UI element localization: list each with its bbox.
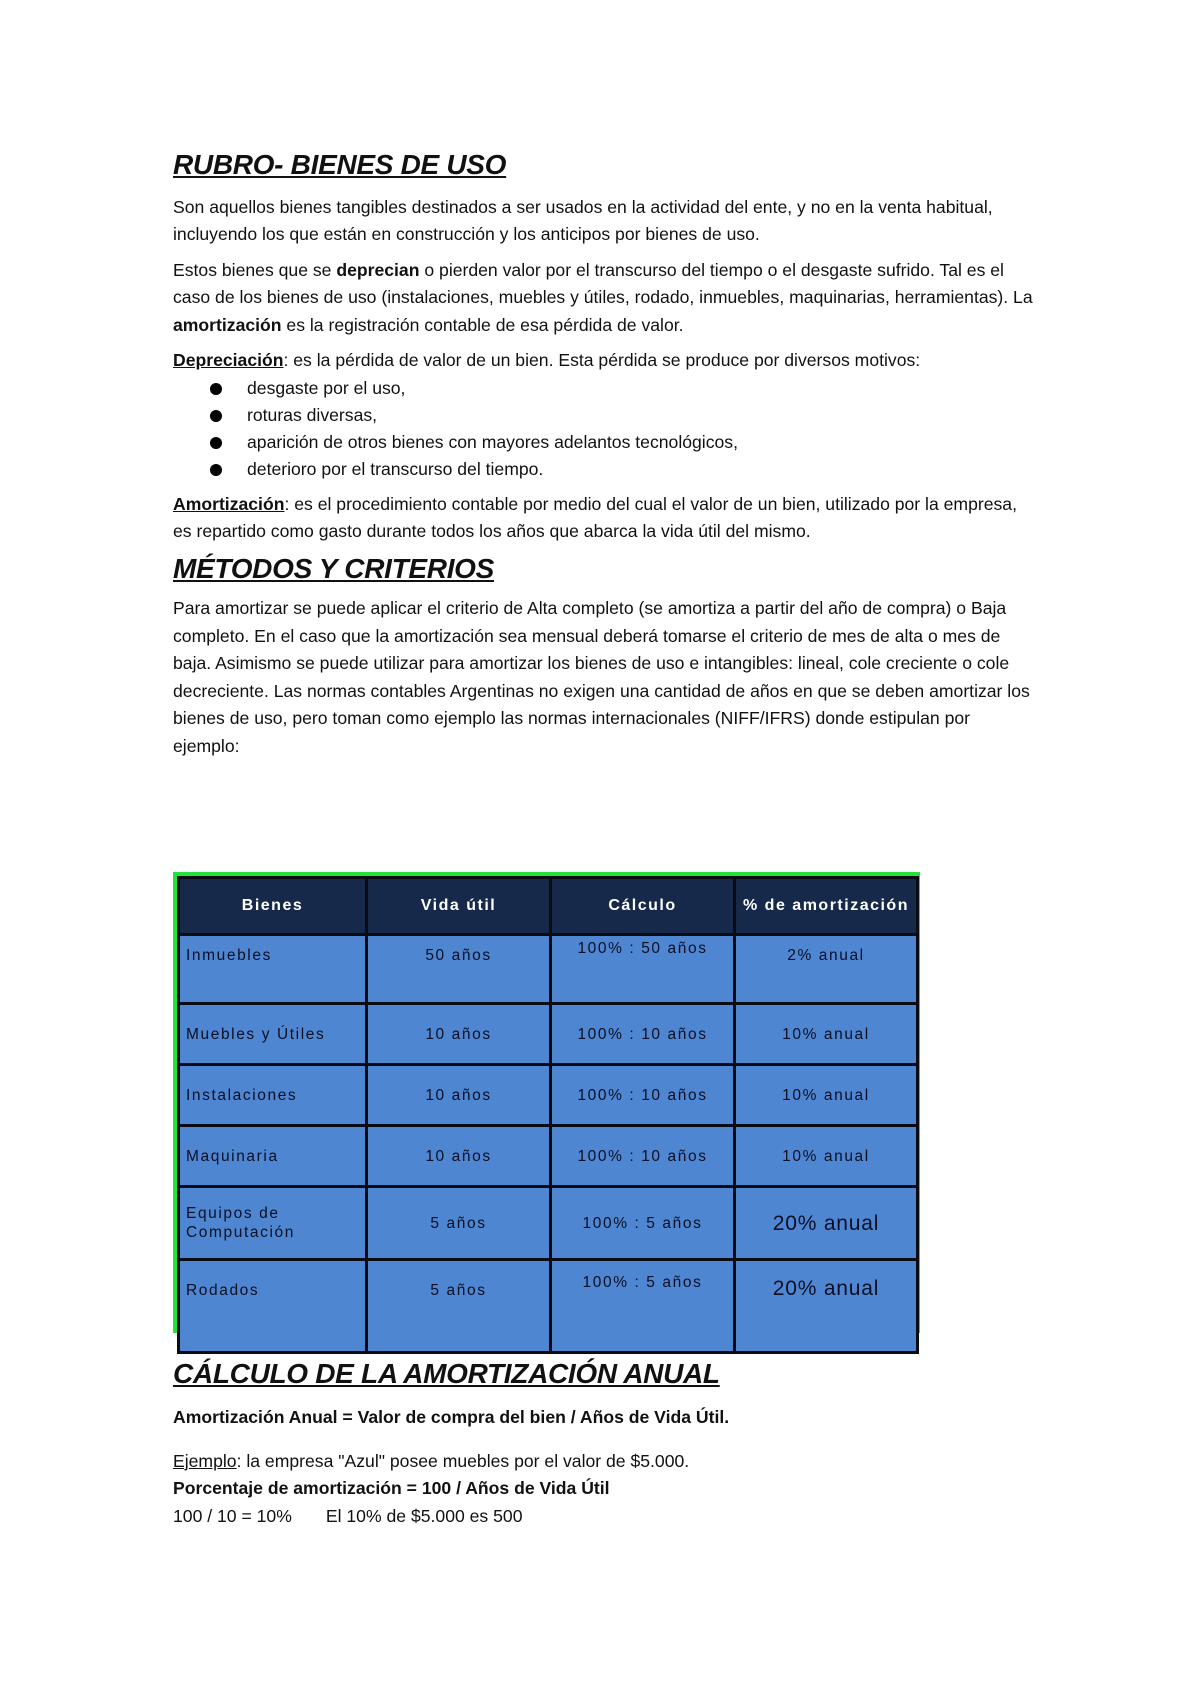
table-cell: 50 años <box>367 935 551 1004</box>
resultado-line <box>173 1503 1033 1531</box>
table-cell: 100% : 50 años <box>551 935 735 1004</box>
calculo-section <box>173 1404 1033 1530</box>
para2-text-c: o pierden valor por el transcurso del tiempo o el desgaste sufrido. Tal es el caso de los bienes de uso (instalaciones, muebles y útiles, rodado, inmuebles, maquinarias, herramientas). La <box>173 259 1033 308</box>
list-item <box>210 375 1033 402</box>
table-header-row <box>179 878 918 935</box>
porcentaje-text: Porcentaje de amortización = 100 / Años de Vida Útil <box>173 1478 610 1498</box>
table-row <box>179 1187 918 1260</box>
table-cell: 5 años <box>367 1187 551 1260</box>
list-item-text: aparición de otros bienes con mayores adelantos tecnológicos, <box>247 431 738 452</box>
depreciacion-term: Depreciación <box>173 350 284 371</box>
table-cell: 100% : 5 años <box>551 1260 735 1353</box>
table-cell: Equipos de Computación <box>179 1187 367 1260</box>
resultado-b: El 10% de $5.000 es 500 <box>325 1505 523 1526</box>
table-cell: 10% anual <box>735 1126 918 1187</box>
amortization-table <box>177 876 919 1354</box>
depreciacion-definition <box>173 347 1033 375</box>
column-header: Bienes <box>179 878 367 935</box>
list-item <box>210 456 1033 483</box>
depreciation-paragraph <box>173 257 1033 340</box>
intro-paragraph: Son aquellos bienes tangibles destinados a ser usados en la actividad del ente, y no en la venta habitual, incluyendo los que están en construcción y los anticipos por bienes de uso. <box>173 196 993 245</box>
calculo-heading: CÁLCULO DE LA AMORTIZACIÓN ANUAL <box>173 1358 720 1389</box>
amortization-table-frame <box>173 872 920 1333</box>
para2-bold-deprecian: deprecian <box>336 259 420 280</box>
resultado-a: 100 / 10 = 10% <box>173 1505 292 1526</box>
table-cell: 20% anual <box>735 1260 918 1353</box>
table-cell: Inmuebles <box>179 935 367 1004</box>
formula-text: Amortización Anual = Valor de compra del bien / Años de Vida Útil. <box>173 1407 730 1427</box>
depreciation-reasons-list <box>173 375 1033 483</box>
bullet-icon <box>210 464 222 476</box>
ejemplo-term: Ejemplo <box>173 1450 237 1471</box>
table-cell: 10% anual <box>735 1065 918 1126</box>
table-cell: 100% : 5 años <box>551 1187 735 1260</box>
table-cell: 10 años <box>367 1065 551 1126</box>
document-body <box>173 148 1033 760</box>
table-row <box>179 1004 918 1065</box>
bullet-icon <box>210 410 222 422</box>
table-cell: Rodados <box>179 1260 367 1353</box>
column-header: Cálculo <box>551 878 735 935</box>
ejemplo-text: : la empresa "Azul" posee muebles por el valor de $5.000. <box>236 1450 690 1471</box>
list-item-text: desgaste por el uso, <box>247 377 406 398</box>
para2-text-a: Estos bienes que se <box>173 259 337 280</box>
table-cell: Maquinaria <box>179 1126 367 1187</box>
column-header: Vida útil <box>367 878 551 935</box>
table-cell: 10% anual <box>735 1004 918 1065</box>
ejemplo-line <box>173 1448 1033 1476</box>
bullet-icon <box>210 383 222 395</box>
table-cell: 100% : 10 años <box>551 1065 735 1126</box>
table-cell: 2% anual <box>735 935 918 1004</box>
formula-line <box>173 1404 1033 1432</box>
table-cell: 5 años <box>367 1260 551 1353</box>
table-row <box>179 1065 918 1126</box>
amortizacion-text: : es el procedimiento contable por medio del cual el valor de un bien, utilizado por la empresa, es repartido como gasto durante todos los años que abarca la vida útil del mismo. <box>173 493 1017 542</box>
amortizacion-definition <box>173 491 1033 546</box>
column-header: % de amortización <box>735 878 918 935</box>
list-item-text: deterioro por el transcurso del tiempo. <box>247 458 544 479</box>
table-cell: Muebles y Útiles <box>179 1004 367 1065</box>
table-cell: 100% : 10 años <box>551 1126 735 1187</box>
table-row <box>179 1126 918 1187</box>
table-cell: 100% : 10 años <box>551 1004 735 1065</box>
list-item-text: roturas diversas, <box>247 404 378 425</box>
para2-bold-amortizacion: amortización <box>173 314 282 335</box>
metodos-paragraph: Para amortizar se puede aplicar el criterio de Alta completo (se amortiza a partir del año de compra) o Baja completo. En el caso que la amortización sea mensual deberá tomarse el criterio de mes de alta o mes de baja. Asimismo se puede utilizar para amortizar los bienes de uso e intangibles: lineal, cole creciente o cole decreciente. Las normas contables Argentinas no exigen una cantidad de años en que se deben amortizar los bienes de uso, pero toman como ejemplo las normas internacionales (NIFF/IFRS) donde estipulan por ejemplo: <box>173 598 1030 756</box>
table-row <box>179 1260 918 1353</box>
bullet-icon <box>210 437 222 449</box>
table-cell: 10 años <box>367 1126 551 1187</box>
page-title: RUBRO- BIENES DE USO <box>173 149 507 180</box>
list-item <box>210 429 1033 456</box>
porcentaje-line <box>173 1475 1033 1503</box>
depreciacion-text: : es la pérdida de valor de un bien. Esta pérdida se produce por diversos motivos: <box>283 350 921 371</box>
metodos-heading: MÉTODOS Y CRITERIOS <box>173 552 495 584</box>
table-row <box>179 935 918 1004</box>
table-cell: 20% anual <box>735 1187 918 1260</box>
table-cell: Instalaciones <box>179 1065 367 1126</box>
amortizacion-term: Amortización <box>173 493 285 514</box>
para2-text-e: es la registración contable de esa pérdida de valor. <box>281 314 684 335</box>
table-cell: 10 años <box>367 1004 551 1065</box>
list-item <box>210 402 1033 429</box>
